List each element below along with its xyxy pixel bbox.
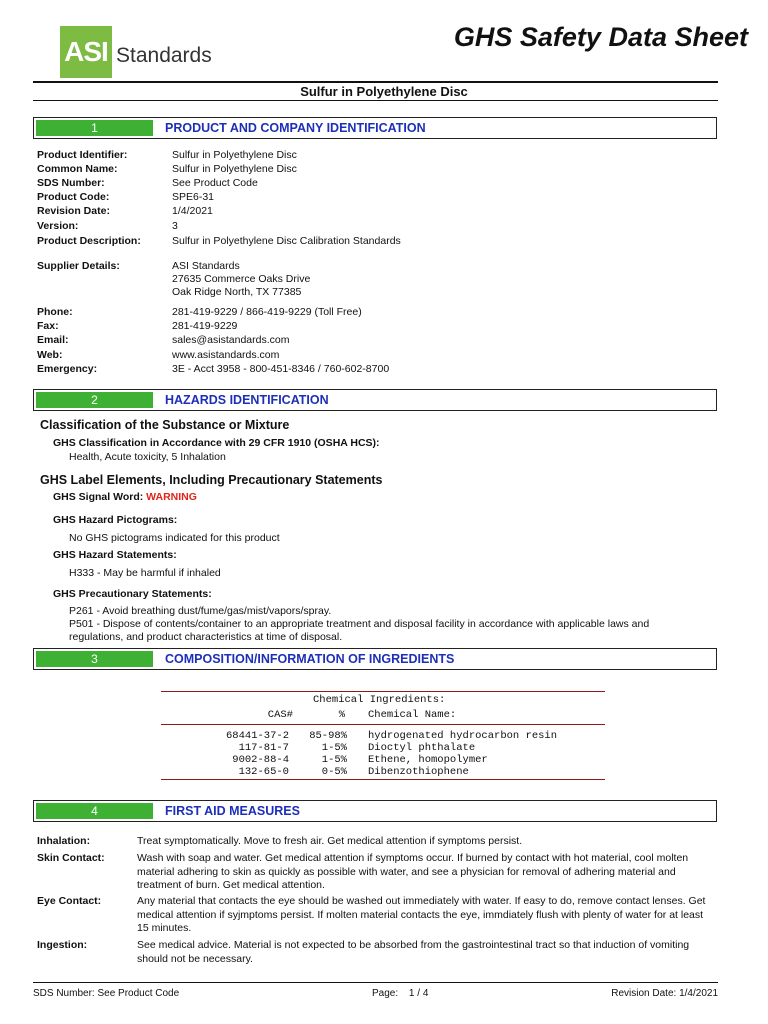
first-aid-label: Skin Contact:: [37, 852, 105, 864]
first-aid-text: Wash with soap and water. Get medical attention if symptoms occur. If burned by contact with hot material, cool molten material adhering to skin as quickly as possible with water, and see a physician for removal of adhering material and treatment of burn. Get medical attention.: [137, 852, 689, 891]
table-bottom-rule: [161, 779, 605, 780]
footer-revision-date: Revision Date: 1/4/2021: [611, 988, 718, 999]
table-row: [161, 730, 605, 742]
field-value: Sulfur in Polyethylene Disc: [172, 149, 297, 161]
chemical-name: Ethene, homopolymer: [368, 754, 488, 766]
chemical-name: Dibenzothiophene: [368, 766, 469, 778]
field-label: Product Code:: [37, 191, 110, 203]
cas-number: 132-65-0: [238, 766, 289, 778]
field-label: Fax:: [37, 320, 59, 332]
first-aid-item: [37, 835, 717, 849]
table-row: [161, 754, 605, 766]
title-rule: [33, 100, 718, 101]
table-row: [161, 766, 605, 778]
precautionary-statement: P261 - Avoid breathing dust/fume/gas/mist/vapors/spray.: [69, 605, 332, 617]
precautionary-statement: regulations, and product characteristics at time of disposal.: [69, 631, 343, 643]
table-header-row: [161, 709, 605, 721]
signal-word-line: [53, 491, 197, 503]
chemical-name: hydrogenated hydrocarbon resin: [368, 730, 558, 742]
table-caption: Chemical Ingredients:: [313, 694, 446, 706]
table-header-rule: [161, 724, 605, 725]
field-value: 281-419-9229 / 866-419-9229 (Toll Free): [172, 306, 362, 318]
percent: 85-98%: [309, 730, 347, 742]
hazard-statement: H333 - May be harmful if inhaled: [69, 567, 221, 579]
hazard-statements-label: GHS Hazard Statements:: [53, 549, 177, 561]
table-caption-row: [161, 694, 605, 706]
field-value: Sulfur in Polyethylene Disc Calibration Standards: [172, 235, 401, 247]
first-aid-label: Inhalation:: [37, 835, 91, 847]
field-label: SDS Number:: [37, 177, 105, 189]
section-number: 4: [36, 803, 153, 819]
field-value: 281-419-9229: [172, 320, 238, 332]
section-title: PRODUCT AND COMPANY IDENTIFICATION: [165, 121, 426, 135]
col-name-header: Chemical Name:: [368, 709, 457, 721]
field-value: 3: [172, 220, 178, 232]
classification-text: Health, Acute toxicity, 5 Inhalation: [69, 451, 226, 463]
logo-mark: ASI: [60, 26, 112, 78]
field-label: Version:: [37, 220, 79, 232]
field-value: SPE6-31: [172, 191, 215, 203]
document-title: GHS Safety Data Sheet: [453, 22, 748, 52]
first-aid-text: Any material that contacts the eye should be washed out immediately with water. If easy to do, remove contact lenses. Get medical attention if syjmptoms persist. If molten material contacts the eye, immdiately flush with plenty of water for at least 15 minutes.: [137, 895, 706, 934]
footer-rule: [33, 982, 718, 983]
field-label: Phone:: [37, 306, 73, 318]
classification-subheading: GHS Classification in Accordance with 29 CFR 1910 (OSHA HCS):: [53, 437, 380, 449]
company-logo: [30, 24, 212, 82]
percent: 1-5%: [321, 754, 347, 766]
pictograms-text: No GHS pictograms indicated for this product: [69, 532, 280, 544]
classification-heading: Classification of the Substance or Mixture: [40, 418, 290, 432]
signal-word-label: GHS Signal Word:: [53, 491, 144, 503]
page-number: 1 / 4: [408, 988, 429, 999]
col-cas-header: CAS#: [267, 709, 293, 721]
section-3-header: [33, 648, 717, 670]
field-value: See Product Code: [172, 177, 258, 189]
page-label: Page:: [372, 988, 399, 999]
web-value: www.asistandards.com: [172, 349, 280, 361]
section-2-header: [33, 389, 717, 411]
first-aid-label: Eye Contact:: [37, 895, 102, 907]
supplier-city: Oak Ridge North, TX 77385: [172, 286, 302, 298]
first-aid-item: [37, 852, 717, 893]
first-aid-text: Treat symptomatically. Move to fresh air. Get medical attention if symptoms persist.: [137, 835, 523, 847]
first-aid-item: [37, 895, 717, 936]
header-rule: [33, 81, 718, 83]
section-number: 1: [36, 120, 153, 136]
section-1-header: [33, 117, 717, 139]
col-percent-header: %: [338, 709, 345, 721]
field-label: Product Identifier:: [37, 149, 128, 161]
section-number: 3: [36, 651, 153, 667]
section-title: HAZARDS IDENTIFICATION: [165, 393, 329, 407]
supplier-street: 27635 Commerce Oaks Drive: [172, 273, 311, 285]
section-title: COMPOSITION/INFORMATION OF INGREDIENTS: [165, 652, 455, 666]
field-label: Email:: [37, 334, 69, 346]
cas-number: 9002-88-4: [232, 754, 289, 766]
logo-text: Standards: [116, 44, 212, 67]
percent: 0-5%: [321, 766, 347, 778]
field-label: Web:: [37, 349, 63, 361]
cas-number: 68441-37-2: [225, 730, 289, 742]
field-value: 3E - Acct 3958 - 800-451-8346 / 760-602-8700: [172, 363, 390, 375]
first-aid-label: Ingestion:: [37, 939, 88, 951]
field-label: Product Description:: [37, 235, 141, 247]
first-aid-text: See medical advice. Material is not expected to be absorbed from the gastrointestinal tract so that induction of vomiting should not be necessary.: [137, 939, 690, 965]
table-top-rule: [161, 691, 605, 692]
field-label: Emergency:: [37, 363, 98, 375]
field-label: Revision Date:: [37, 205, 110, 217]
label-elements-heading: GHS Label Elements, Including Precautionary Statements: [40, 473, 383, 487]
field-value: Sulfur in Polyethylene Disc: [172, 163, 297, 175]
chemical-name: Dioctyl phthalate: [368, 742, 476, 754]
field-label: Common Name:: [37, 163, 118, 175]
section-4-header: [33, 800, 717, 822]
pictograms-label: GHS Hazard Pictograms:: [53, 514, 178, 526]
supplier-name: ASI Standards: [172, 260, 240, 272]
email-value: sales@asistandards.com: [172, 334, 290, 346]
section-number: 2: [36, 392, 153, 408]
product-title: Sulfur in Polyethylene Disc: [300, 84, 468, 99]
footer-page: [372, 988, 428, 999]
cas-number: 117-81-7: [238, 742, 289, 754]
section-title: FIRST AID MEASURES: [165, 804, 300, 818]
percent: 1-5%: [321, 742, 347, 754]
first-aid-item: [37, 939, 717, 966]
table-row: [161, 742, 605, 754]
field-value: 1/4/2021: [172, 205, 213, 217]
signal-word-value: WARNING: [146, 491, 197, 503]
precautionary-label: GHS Precautionary Statements:: [53, 588, 212, 600]
footer-sds-number: SDS Number: See Product Code: [33, 988, 180, 999]
precautionary-statement: P501 - Dispose of contents/container to an appropriate treatment and disposal facility in accordance with applicable laws and: [69, 618, 650, 630]
field-label: Supplier Details:: [37, 260, 120, 272]
